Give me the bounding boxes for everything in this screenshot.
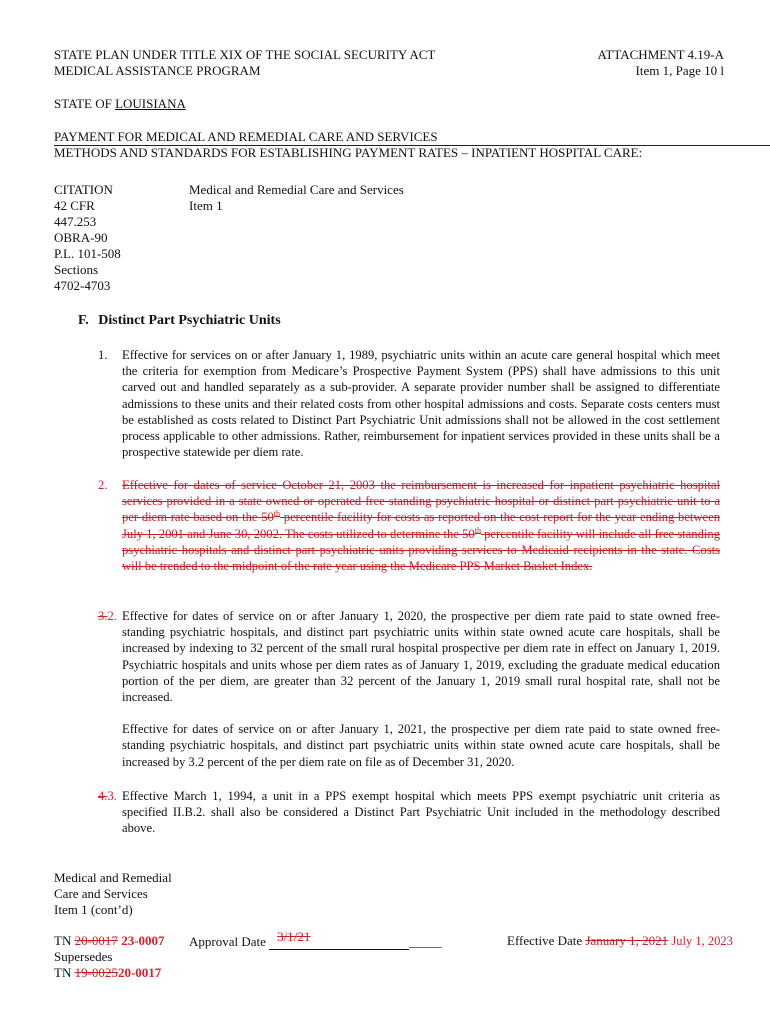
footer-tn-superseded [54, 965, 161, 981]
tn2-label: TN [54, 965, 75, 980]
list-item-4 [98, 788, 720, 837]
tn-new: 23-0007 [121, 933, 165, 948]
header-plan-title: STATE PLAN UNDER TITLE XIX OF THE SOCIAL SECURITY ACT [54, 47, 436, 62]
approval-old-date: 3/1/21 [277, 929, 311, 944]
footer-note [54, 870, 172, 918]
list-item-2-deleted [98, 477, 720, 574]
approval-date [189, 929, 442, 950]
header-right [597, 47, 724, 79]
item-1-number: 1. [98, 348, 108, 362]
citation-desc-line-2: Item 1 [189, 198, 223, 213]
tn2-old: 19-0025 [74, 965, 118, 980]
section-heading [78, 313, 281, 329]
approval-trail: _____ [409, 934, 442, 949]
effective-new-date: July 1, 2023 [671, 934, 733, 948]
footer-note-line-2: Care and Services [54, 886, 148, 901]
list-item-1 [98, 347, 720, 460]
item-4-number: 4.3. [98, 789, 117, 803]
header-attachment: ATTACHMENT 4.19-A [597, 47, 724, 62]
approval-label: Approval Date [189, 934, 270, 949]
title-line-1: PAYMENT FOR MEDICAL AND REMEDIAL CARE AND SERVICES [54, 129, 438, 144]
citation-list [54, 182, 121, 294]
state-prefix: STATE OF [54, 96, 116, 111]
footer-note-line-1: Medical and Remedial [54, 870, 172, 885]
header-left [54, 47, 435, 79]
citation-public-law: P.L. 101-508 [54, 246, 121, 261]
title-line-2: METHODS AND STANDARDS FOR ESTABLISHING PAYMENT RATES – INPATIENT HOSPITAL CARE: [54, 145, 643, 160]
effective-label: Effective Date [507, 933, 586, 948]
item-1-text: Effective for services on or after January 1, 1989, psychiatric units within an acute care general hospital which meet the criteria for exemption from Medicare’s Prospective Payment System (PPS) shall have admissions to this unit carved out and handled separately as a sub-provider. A separate provider number shall be assigned to differentiate admissions to these units and their related costs from other hospital admissions and costs. Separate costs centers must be established as costs related to Distinct Part Psychiatric Unit admissions shall not be allowed in the cost settlement process applicable to other admissions. Rather, reimbursement for inpatient services provided in these units shall be a prospective statewide per diem rate. [122, 348, 720, 460]
citation-description [189, 182, 404, 214]
header-page-ref: Item 1, Page 10 l [635, 63, 724, 78]
citation-sections-label: Sections [54, 262, 99, 277]
citation-sections-range: 4702-4703 [54, 278, 111, 293]
citation-section: 447.253 [54, 214, 97, 229]
citation-obra: OBRA-90 [54, 230, 108, 245]
supersedes-label: Supersedes [54, 949, 113, 964]
state-line [54, 96, 186, 112]
item-3-text: Effective for dates of service on or after January 1, 2020, the prospective per diem rate paid to state owned free-standing psychiatric hospitals, and distinct part psychiatric units within state owned acute care hospitals, shall be increased by indexing to 32 percent of the small rural hospital prospective per diem rate in effect on January 1, 2019. Psychiatric hospitals and units whose per diem rates as of January 1, 2019, excluding the graduate medical education portion of the per diem, are greater than 32 percent of the January 1, 2019 small rural hospital rate, shall not be increased. [122, 609, 720, 705]
tn2-new: 20-0017 [117, 965, 162, 980]
item-4-text: Effective March 1, 1994, a unit in a PPS exempt hospital which meets PPS exempt psychiatric unit criteria as specified II.B.2. shall also be considered a Distinct Part Psychiatric Unit included in the methodology described above. [122, 789, 720, 836]
state-name: LOUISIANA [115, 96, 186, 111]
citation-desc-line-1: Medical and Remedial Care and Services [189, 182, 404, 197]
footer-tn [54, 933, 165, 949]
list-item-3 [98, 608, 720, 770]
footer-note-line-3: Item 1 (cont’d) [54, 902, 133, 917]
title-divider [54, 145, 770, 146]
section-title: Distinct Part Psychiatric Units [98, 313, 281, 328]
tn-label: TN [54, 933, 75, 948]
citation-cfr: 42 CFR [54, 198, 95, 213]
item-3-text-2021: Effective for dates of service on or after January 1, 2021, the prospective per diem rate paid to state owned free-standing psychiatric hospitals, and distinct part psychiatric units within state owned acute care hospitals, shall be increased by 3.2 percent of the per diem rate on file as of December 31, 2020. [122, 722, 720, 769]
approval-date-field [269, 929, 409, 950]
tn-old: 20-0017 [74, 933, 118, 948]
item-3-number: 3.2. [98, 609, 117, 623]
item-2-number: 2. [98, 478, 108, 492]
effective-old-date: January 1, 2021 [585, 933, 669, 948]
effective-date [507, 933, 733, 949]
header-program: MEDICAL ASSISTANCE PROGRAM [54, 63, 261, 78]
item-2-text: Effective for dates of service October 21, 2003 the reimbursement is increased for inpatient psychiatric hospital services provided in a state owned or operated free standing psychiatric hospital or distinct part psychiatric unit to a per diem rate based on the 50th percentile facility for costs as reported on the cost report for the year ending between July 1, 2001 and June 30, 2002. The costs utilized to determine the 50th percentile facility will include all free standing psychiatric hospitals and distinct part psychiatric units providing services to Medicaid recipients in the state. Costs will be trended to the midpoint of the rate year using the Medicare PPS Market Basket Index. [122, 478, 720, 574]
section-letter: F. [78, 313, 89, 328]
citation-label: CITATION [54, 182, 113, 197]
